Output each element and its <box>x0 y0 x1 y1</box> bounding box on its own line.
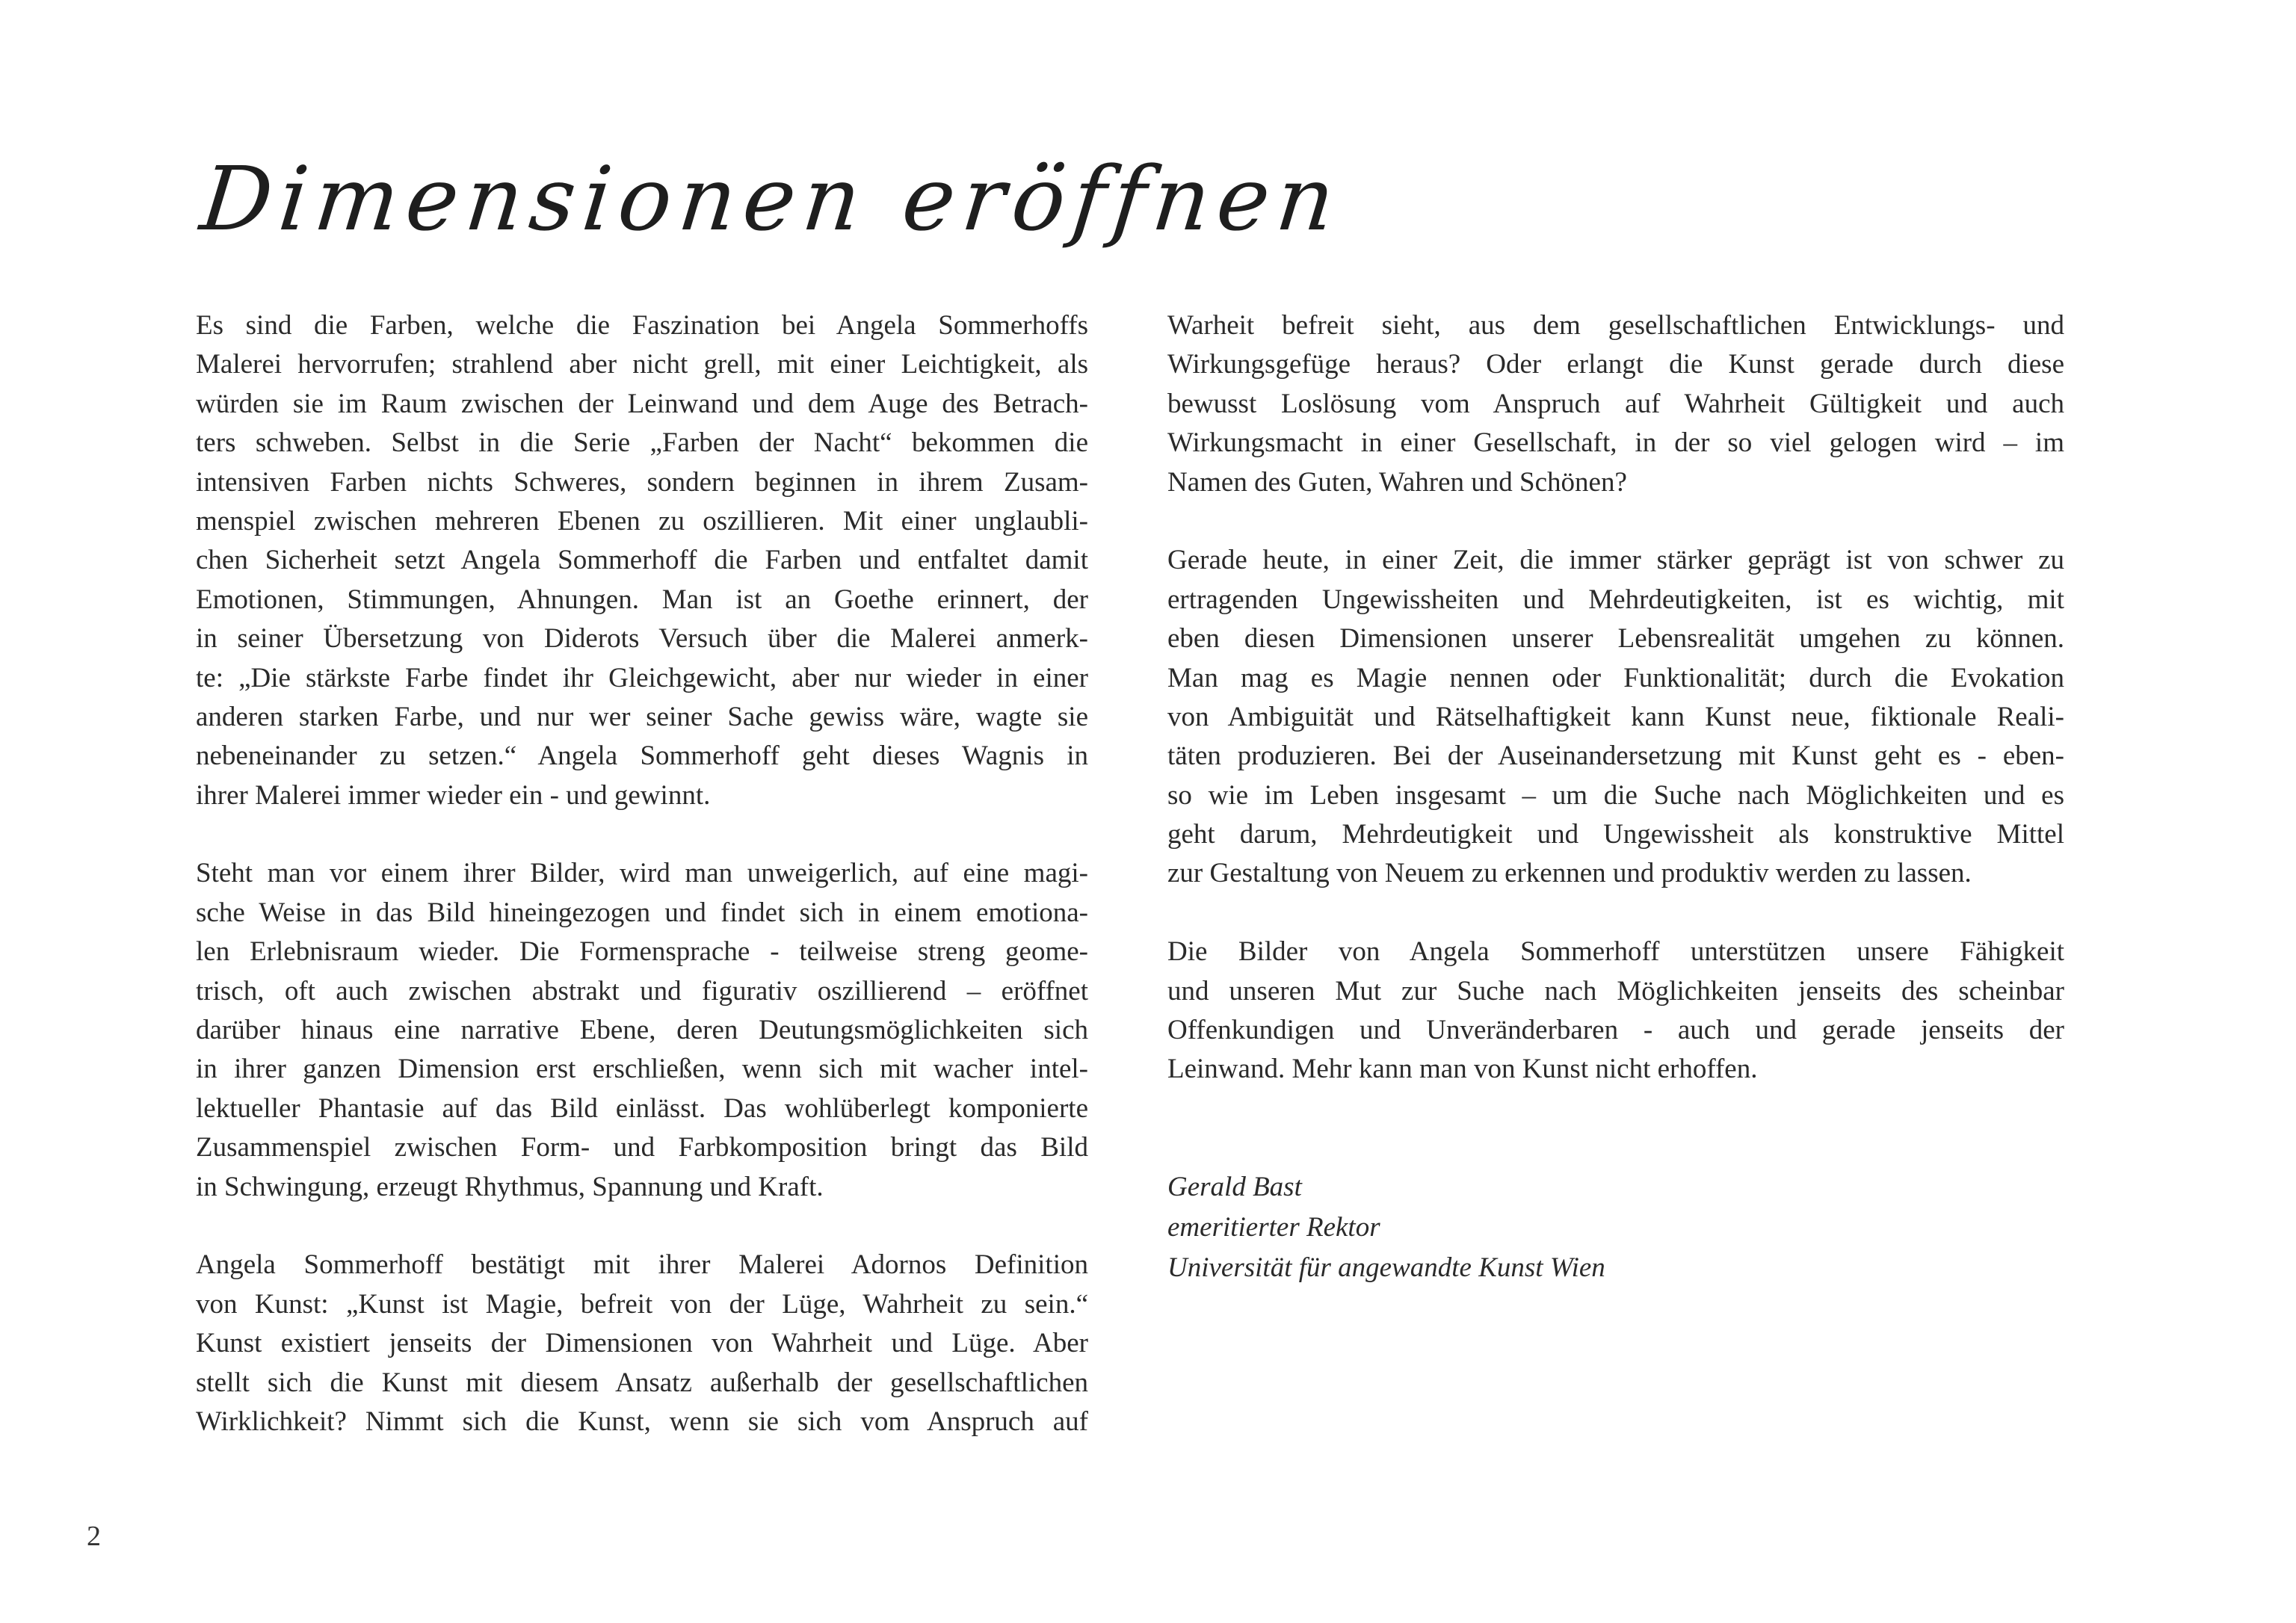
text-line: würden sie im Raum zwischen der Leinwand und dem Auge des Betrach- <box>196 388 1088 419</box>
author-name: Gerald Bast <box>1167 1171 1302 1202</box>
text-line: Malerei hervorrufen; strahlend aber nicht grell, mit einer Leichtigkeit, als <box>196 349 1088 380</box>
text-line: Wirkungsmacht in einer Gesellschaft, in der so viel gelogen wird – im <box>1167 427 2064 459</box>
text-line: von Kunst: „Kunst ist Magie, befreit von der Lüge, Wahrheit zu sein.“ <box>196 1288 1088 1320</box>
text-line: Steht man vor einem ihrer Bilder, wird man unweigerlich, auf eine magi- <box>196 858 1088 889</box>
right-column <box>1167 306 2064 1288</box>
text-line: trisch, oft auch zwischen abstrakt und figurativ oszillierend – eröffnet <box>196 975 1088 1007</box>
text-line: intensiven Farben nichts Schweres, sondern beginnen in ihrem Zusam- <box>196 466 1088 498</box>
text-line: darüber hinaus eine narrative Ebene, deren Deutungsmöglichkeiten sich <box>196 1015 1088 1046</box>
text-line: und unseren Mut zur Suche nach Möglichkeiten jenseits des scheinbar <box>1167 975 2064 1007</box>
text-line: anderen starken Farbe, und nur wer seiner Sache gewiss wäre, wagte sie <box>196 701 1088 732</box>
text-line: Gerade heute, in einer Zeit, die immer stärker geprägt ist von schwer zu <box>1167 545 2064 576</box>
text-line: len Erlebnisraum wieder. Die Formensprache - teilweise streng geome- <box>196 936 1088 968</box>
text-line: Kunst existiert jenseits der Dimensionen von Wahrheit und Lüge. Aber <box>196 1328 1088 1359</box>
left-column <box>196 306 1088 1481</box>
text-line: Zusammenspiel zwischen Form- und Farbkomposition bringt das Bild <box>196 1132 1088 1163</box>
text-line: in ihrer ganzen Dimension erst erschließen, wenn sich mit wacher intel- <box>196 1054 1088 1085</box>
paragraph-2 <box>196 854 1088 1207</box>
text-line: zur Gestaltung von Neuem zu erkennen und produktiv werden zu lassen. <box>1167 858 1972 889</box>
page-title: Dimensionen eröffnen <box>196 147 1347 250</box>
signature-block <box>1167 1167 2064 1288</box>
text-line: Angela Sommerhoff bestätigt mit ihrer Malerei Adornos Definition <box>196 1249 1088 1281</box>
paragraph-3 <box>196 1246 1088 1441</box>
text-line: Es sind die Farben, welche die Faszination bei Angela Sommerhoffs <box>196 310 1088 341</box>
paragraph-5 <box>1167 541 2064 894</box>
text-line: te: „Die stärkste Farbe findet ihr Gleichgewicht, aber nur wieder in einer <box>196 662 1088 693</box>
text-line: Wirklichkeit? Nimmt sich die Kunst, wenn sie sich vom Anspruch auf <box>196 1406 1088 1437</box>
text-line: stellt sich die Kunst mit diesem Ansatz außerhalb der gesellschaftlichen <box>196 1367 1088 1398</box>
paragraph-6 <box>1167 933 2064 1089</box>
author-role: emeritierter Rektor <box>1167 1211 1380 1243</box>
text-line: Emotionen, Stimmungen, Ahnungen. Man ist an Goethe erinnert, der <box>196 584 1088 615</box>
text-line: bewusst Loslösung vom Anspruch auf Wahrheit Gültigkeit und auch <box>1167 388 2064 419</box>
text-line: eben diesen Dimensionen unserer Lebensrealität umgehen zu können. <box>1167 623 2064 655</box>
text-line: sche Weise in das Bild hineingezogen und findet sich in einem emotiona- <box>196 897 1088 928</box>
text-line: Man mag es Magie nennen oder Funktionalität; durch die Evokation <box>1167 662 2064 693</box>
text-line: in seiner Übersetzung von Diderots Versuch über die Malerei anmerk- <box>196 623 1088 655</box>
text-line: geht darum, Mehrdeutigkeit und Ungewissheit als konstruktive Mittel <box>1167 819 2064 850</box>
text-line: lektueller Phantasie auf das Bild einlässt. Das wohlüberlegt komponierte <box>196 1092 1088 1124</box>
text-line: Wirkungsgefüge heraus? Oder erlangt die Kunst gerade durch diese <box>1167 349 2064 380</box>
page-number: 2 <box>87 1521 101 1552</box>
text-line: täten produzieren. Bei der Auseinandersetzung mit Kunst geht es - eben- <box>1167 741 2064 772</box>
text-line: Namen des Guten, Wahren und Schönen? <box>1167 466 1627 498</box>
text-line: ertragenden Ungewissheiten und Mehrdeutigkeiten, ist es wichtig, mit <box>1167 584 2064 615</box>
text-line: Die Bilder von Angela Sommerhoff unterstützen unsere Fähigkeit <box>1167 936 2064 968</box>
text-line: von Ambiguität und Rätselhaftigkeit kann Kunst neue, fiktionale Reali- <box>1167 701 2064 732</box>
text-line: chen Sicherheit setzt Angela Sommerhoff die Farben und entfaltet damit <box>196 545 1088 576</box>
paragraph-1 <box>196 306 1088 815</box>
text-line: Offenkundigen und Unveränderbaren - auch und gerade jenseits der <box>1167 1015 2064 1046</box>
author-institution: Universität für angewandte Kunst Wien <box>1167 1252 1605 1283</box>
text-line: ihrer Malerei immer wieder ein - und gewinnt. <box>196 779 711 811</box>
text-line: in Schwingung, erzeugt Rhythmus, Spannung und Kraft. <box>196 1171 824 1202</box>
text-line: ters schweben. Selbst in die Serie „Farben der Nacht“ bekommen die <box>196 427 1088 459</box>
text-line: menspiel zwischen mehreren Ebenen zu oszillieren. Mit einer unglaubli- <box>196 505 1088 537</box>
text-line: Warheit befreit sieht, aus dem gesellschaftlichen Entwicklungs- und <box>1167 310 2064 341</box>
text-line: Leinwand. Mehr kann man von Kunst nicht erhoffen. <box>1167 1054 1758 1085</box>
text-line: so wie im Leben insgesamt – um die Suche nach Möglichkeiten und es <box>1167 779 2064 811</box>
text-line: nebeneinander zu setzen.“ Angela Sommerhoff geht dieses Wagnis in <box>196 741 1088 772</box>
paragraph-4 <box>1167 306 2064 502</box>
